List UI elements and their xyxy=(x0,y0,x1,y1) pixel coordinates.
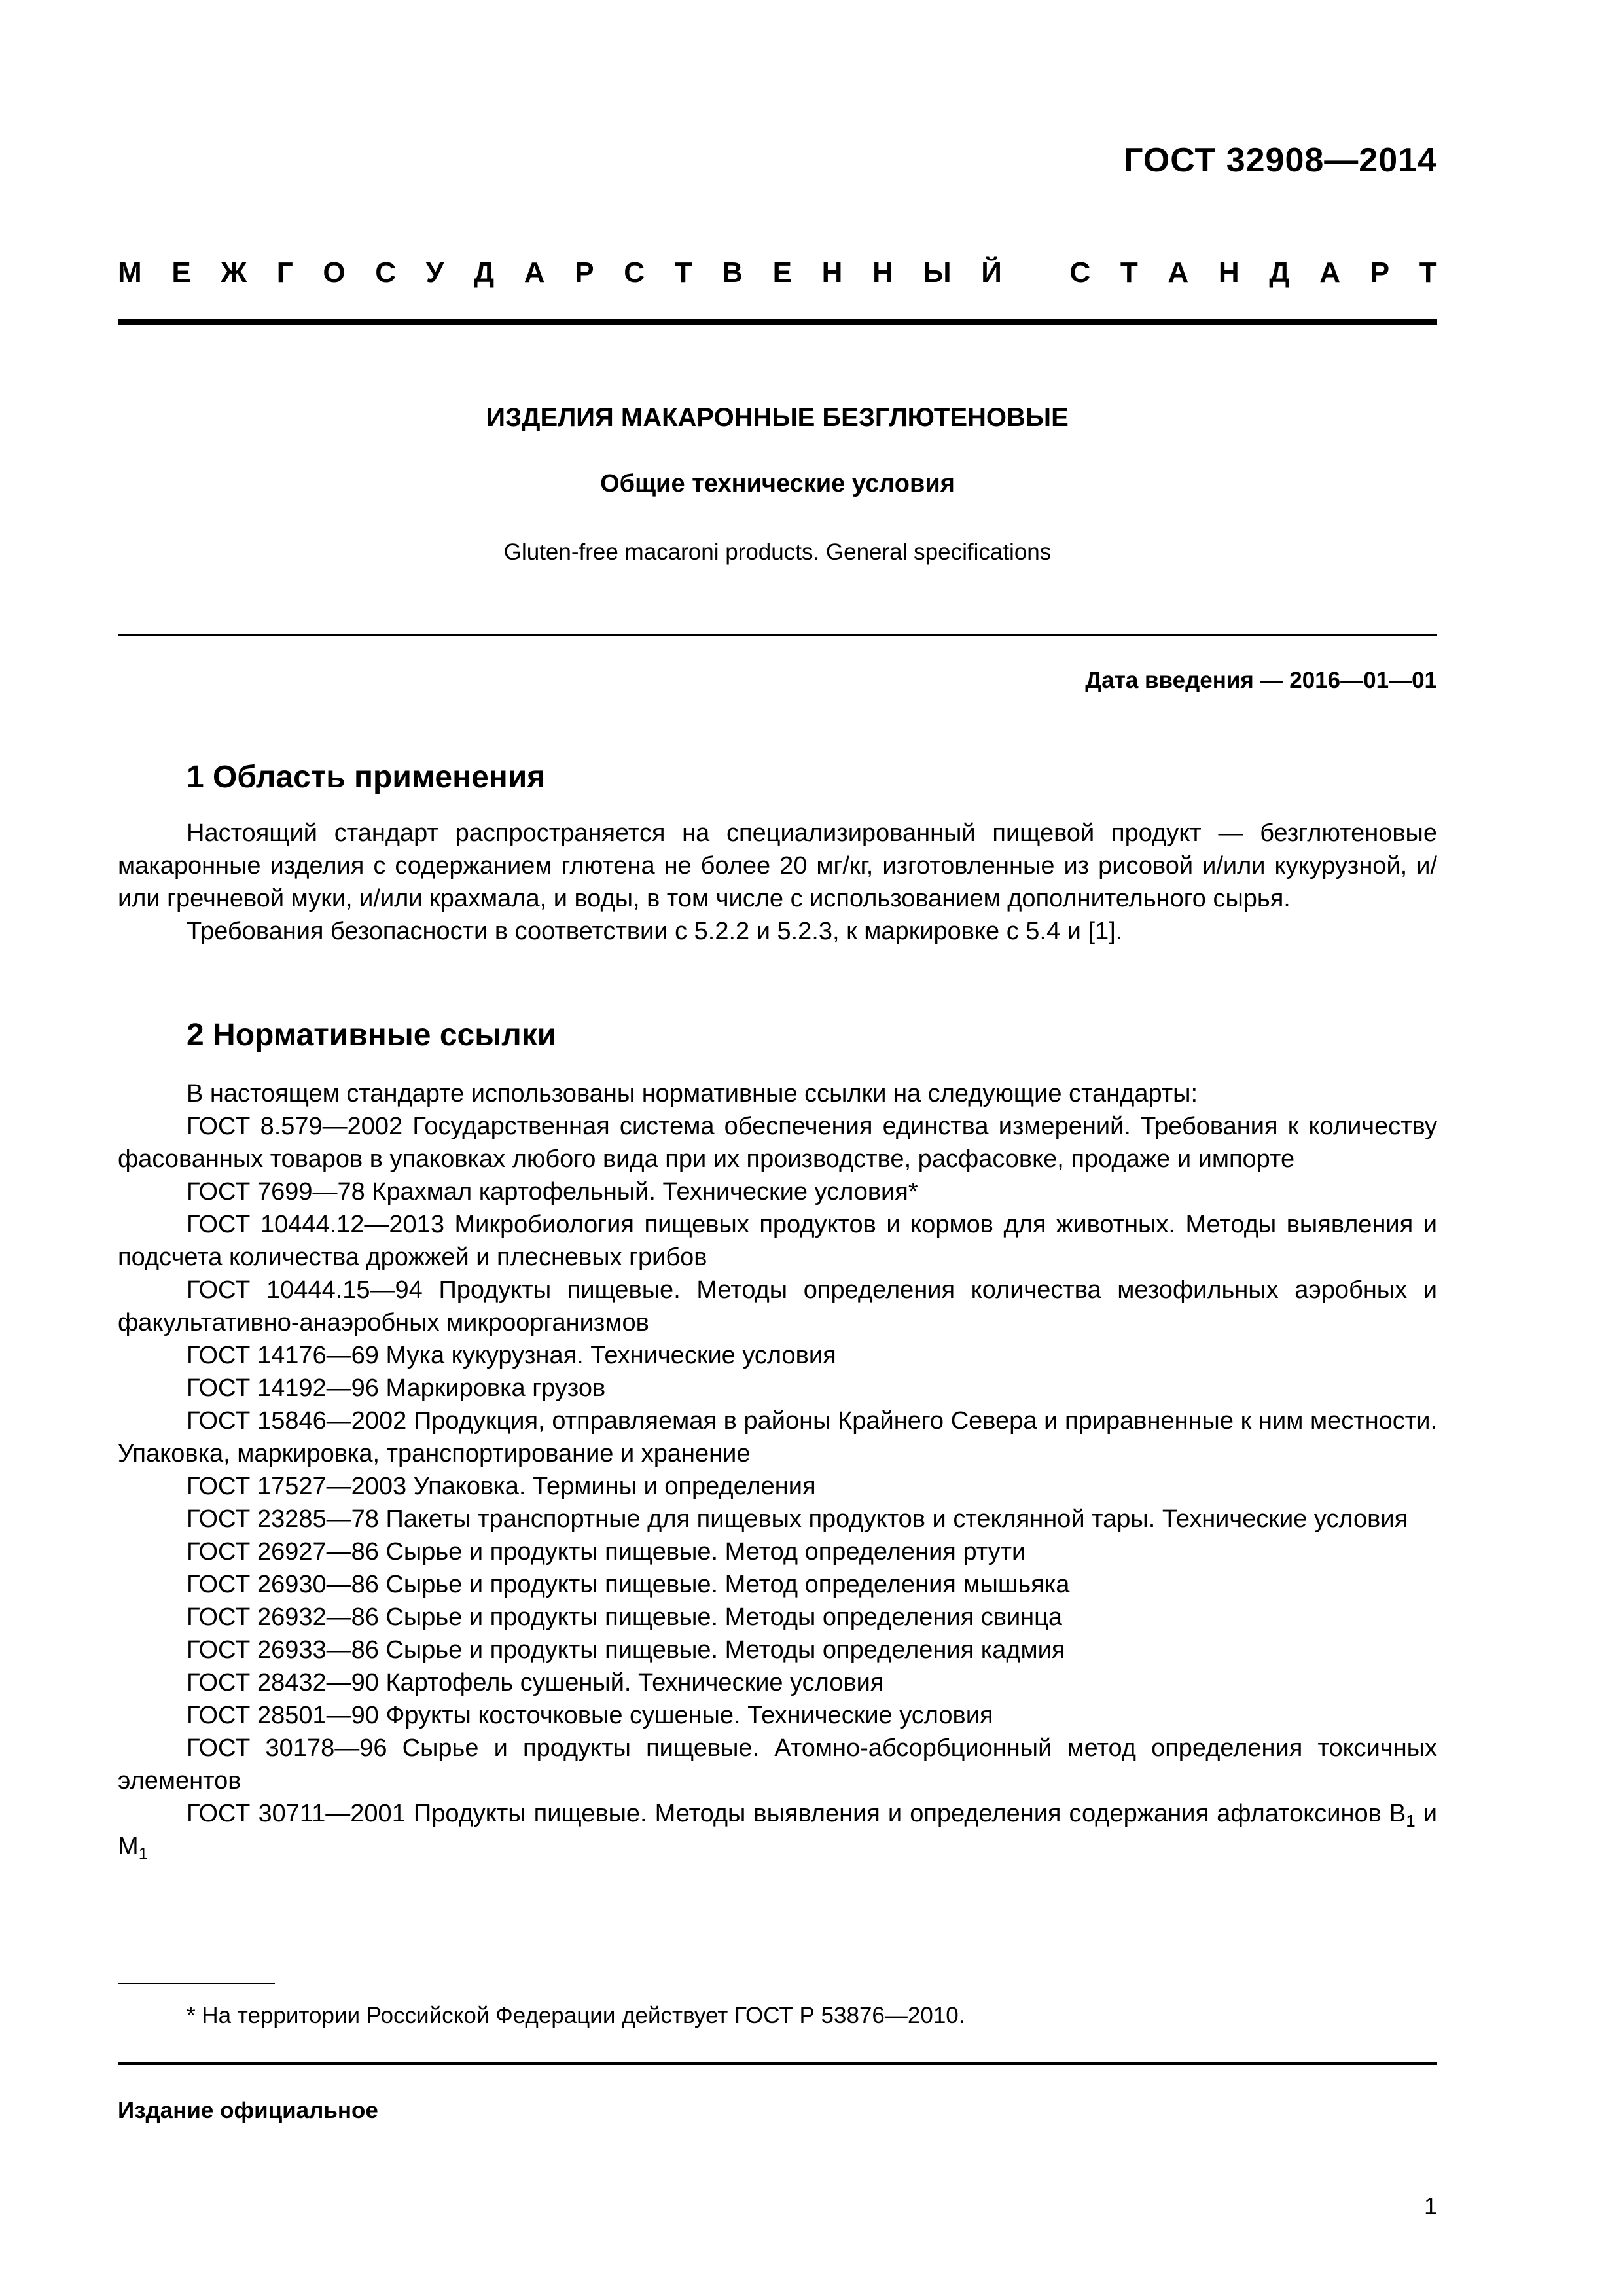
banner-letter: Д xyxy=(1269,257,1290,289)
edition-label: Издание официальное xyxy=(118,2098,378,2123)
reference-item: ГОСТ 28501—90 Фрукты косточковые сушеные. Технические условия xyxy=(187,1702,993,1729)
banner-letter: Н xyxy=(821,257,843,289)
banner-letter: Д xyxy=(473,257,495,289)
banner-letter: Ж xyxy=(221,257,247,289)
interstate-standard-banner xyxy=(118,257,1437,289)
standard-code: ГОСТ 32908—2014 xyxy=(1124,141,1437,179)
banner-letter: Й xyxy=(981,257,1002,289)
banner-letter: Е xyxy=(772,257,792,289)
subscript: 1 xyxy=(1406,1811,1416,1831)
paragraph: Требования безопасности в соответствии с 5.2.2 и 5.2.3, к маркировке с 5.4 и [1]. xyxy=(187,918,1123,945)
reference-item: ГОСТ 30178—96 Сырье и продукты пищевые. Атомно-абсорбционный метод определения токсичных элементов xyxy=(118,1734,1437,1795)
banner-divider xyxy=(118,319,1437,325)
banner-letter: Н xyxy=(1218,257,1240,289)
reference-item: ГОСТ 26933—86 Сырье и продукты пищевые. Методы определения кадмия xyxy=(187,1636,1065,1664)
english-title: Gluten-free macaroni products. General specifications xyxy=(503,539,1052,565)
banner-letter: Т xyxy=(674,257,692,289)
banner-letter: Н xyxy=(872,257,893,289)
reference-item: ГОСТ 15846—2002 Продукция, отправляемая в районы Крайнего Севера и приравненные к ним местности. Упаковка, маркировка, транспортирование и хранение xyxy=(118,1407,1437,1467)
paragraph: В настоящем стандарте использованы нормативные ссылки на следующие стандарты: xyxy=(187,1080,1198,1107)
banner-letter: Р xyxy=(1370,257,1390,289)
banner-letter: С xyxy=(1069,257,1091,289)
banner-gap xyxy=(1032,257,1040,289)
banner-letter: Т xyxy=(1419,257,1437,289)
reference-item: ГОСТ 10444.15—94 Продукты пищевые. Методы определения количества мезофильных аэробных и факультативно-анаэробных микроорганизмов xyxy=(118,1276,1437,1336)
section-1-body xyxy=(118,817,1437,948)
document-subtitle: Общие технические условия xyxy=(600,470,955,497)
banner-letter: С xyxy=(375,257,397,289)
footer-divider xyxy=(118,2062,1437,2065)
paragraph: Настоящий стандарт распространяется на специализированный пищевой продукт — безглютеновые макаронные изделия с содержанием глютена не более 20 мг/кг, изготовленные из рисовой и/или кукурузной, и/или гречневой муки, и/или крахмала, и воды, в том числе с использованием дополнительного сырья. xyxy=(118,819,1437,912)
section-2-heading: 2 Нормативные ссылки xyxy=(187,1018,557,1052)
reference-item: ГОСТ 26932—86 Сырье и продукты пищевые. Методы определения свинца xyxy=(187,1604,1063,1631)
banner-letter: Т xyxy=(1120,257,1138,289)
reference-item: ГОСТ 28432—90 Картофель сушеный. Технические условия xyxy=(187,1669,884,1696)
banner-letter: Г xyxy=(276,257,293,289)
section-2-body xyxy=(118,1077,1437,1863)
banner-letter: С xyxy=(624,257,645,289)
reference-item: ГОСТ 26930—86 Сырье и продукты пищевые. Метод определения мышьяка xyxy=(187,1571,1070,1598)
title-divider xyxy=(118,634,1437,636)
banner-letter: Р xyxy=(575,257,594,289)
reference-item: ГОСТ 7699—78 Крахмал картофельный. Технические условия* xyxy=(187,1178,918,1206)
section-1-heading: 1 Область применения xyxy=(187,760,546,795)
banner-letter: А xyxy=(1168,257,1189,289)
banner-letter: Е xyxy=(171,257,191,289)
banner-letter: А xyxy=(1319,257,1341,289)
reference-item: ГОСТ 14176—69 Мука кукурузная. Технические условия xyxy=(187,1342,836,1369)
banner-letter: М xyxy=(118,257,142,289)
reference-item-aflatoxin xyxy=(118,1797,1437,1863)
reference-item: ГОСТ 8.579—2002 Государственная система обеспечения единства измерений. Требования к количеству фасованных товаров в упаковках любого вида при их производстве, расфасовке, продаже и импорте xyxy=(118,1113,1437,1173)
banner-letter: О xyxy=(323,257,346,289)
footnote: * На территории Российской Федерации действует ГОСТ Р 53876—2010. xyxy=(187,2003,965,2028)
subscript: 1 xyxy=(138,1844,149,1863)
banner-letter: В xyxy=(722,257,743,289)
banner-letter: А xyxy=(524,257,545,289)
document-title: ИЗДЕЛИЯ МАКАРОННЫЕ БЕЗГЛЮТЕНОВЫЕ xyxy=(486,403,1069,432)
banner-letter: Ы xyxy=(923,257,952,289)
reference-text: и M xyxy=(118,1800,1437,1860)
footnote-divider xyxy=(118,1983,275,1984)
banner-letter: У xyxy=(425,257,444,289)
reference-item: ГОСТ 26927—86 Сырье и продукты пищевые. Метод определения ртути xyxy=(187,1538,1026,1566)
page-number: 1 xyxy=(1423,2193,1437,2219)
reference-item: ГОСТ 23285—78 Пакеты транспортные для пищевых продуктов и стеклянной тары. Технические условия xyxy=(187,1505,1408,1533)
reference-text: ГОСТ 30711—2001 Продукты пищевые. Методы выявления и определения содержания афлатоксинов B xyxy=(187,1800,1406,1827)
reference-item: ГОСТ 17527—2003 Упаковка. Термины и определения xyxy=(187,1473,816,1500)
introduction-date: Дата введения — 2016—01—01 xyxy=(1085,668,1437,693)
reference-item: ГОСТ 10444.12—2013 Микробиология пищевых продуктов и кормов для животных. Методы выявления и подсчета количества дрожжей и плесневых грибов xyxy=(118,1211,1437,1271)
reference-item: ГОСТ 14192—96 Маркировка грузов xyxy=(187,1374,606,1402)
